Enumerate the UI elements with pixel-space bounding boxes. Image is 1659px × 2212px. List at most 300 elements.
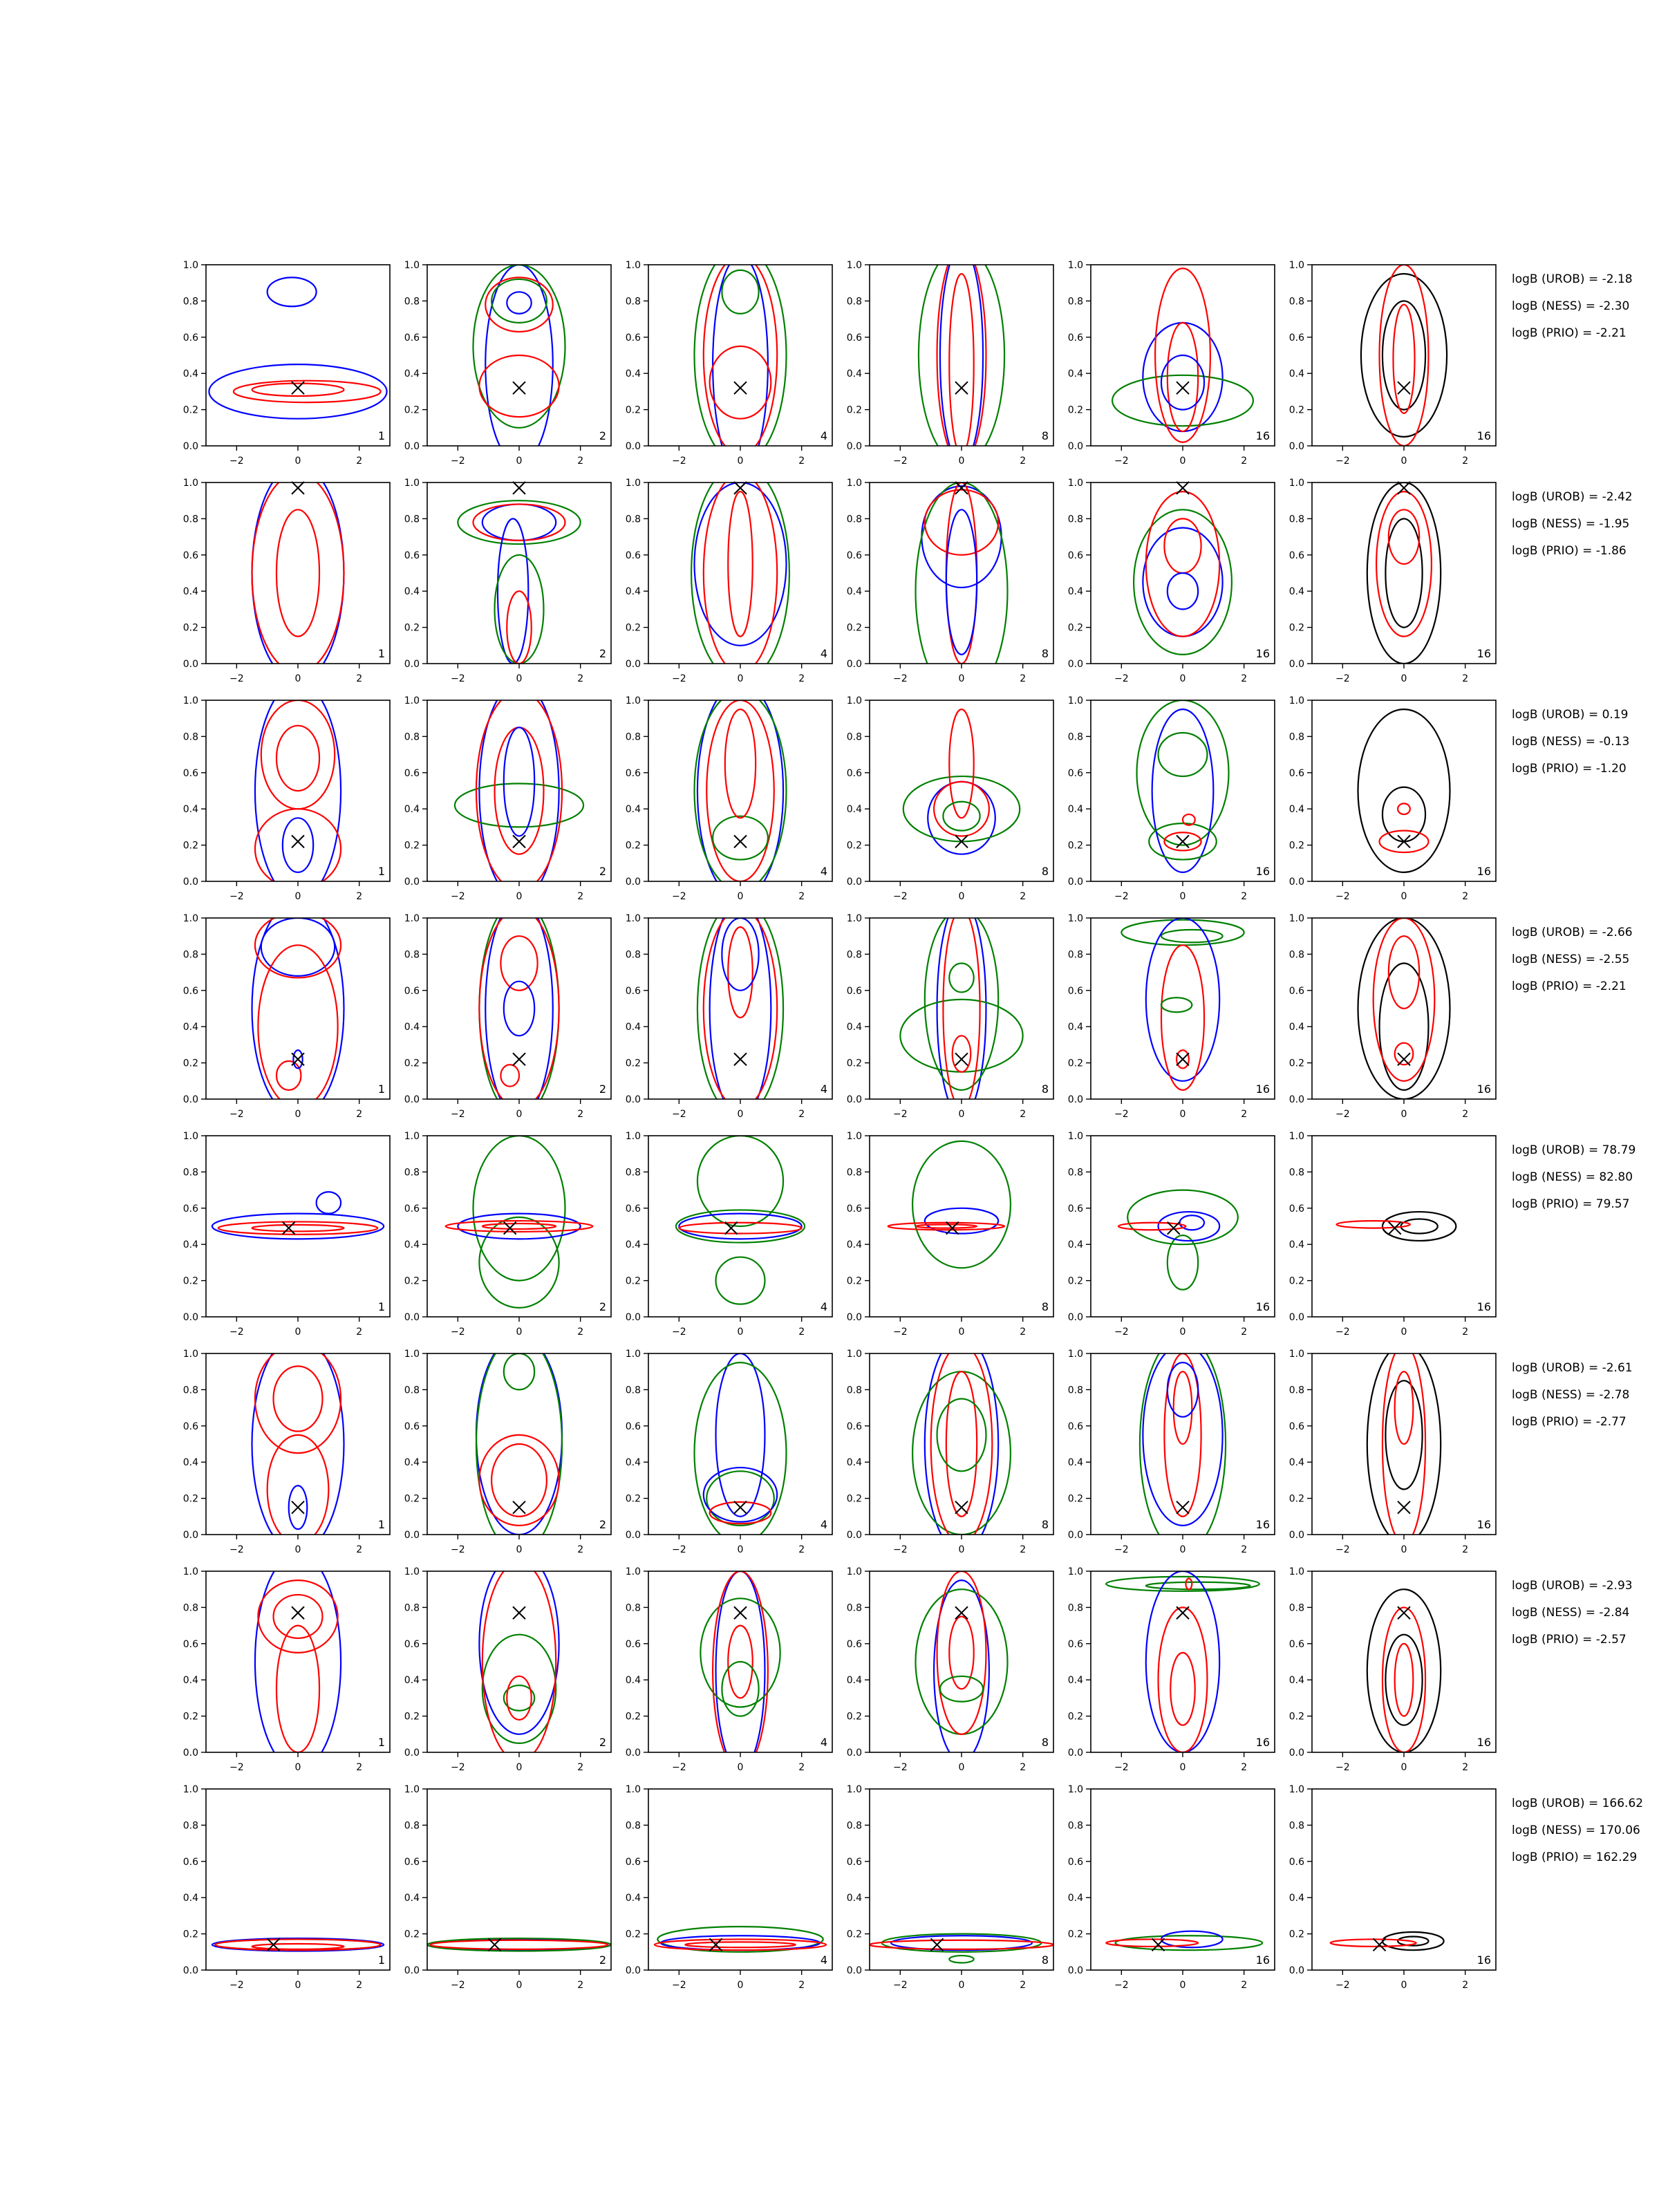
contour-prio (476, 691, 562, 890)
panel-frame (427, 482, 611, 664)
panel-contours (695, 682, 787, 899)
y-tick-label: 0.0 (1288, 877, 1304, 888)
contour-ness (722, 270, 758, 314)
contour-ness (713, 816, 768, 860)
y-tick-label: 1.0 (1288, 913, 1304, 924)
x-tick-label: 0 (516, 456, 523, 467)
panel-frame (648, 918, 832, 1099)
y-tick-label: 1.0 (625, 695, 641, 706)
y-tick-label: 1.0 (1067, 1131, 1083, 1142)
y-tick-label: 0.0 (1067, 1312, 1083, 1323)
x-tick-label: 2 (798, 1327, 805, 1338)
y-tick-label: 0.2 (625, 404, 641, 416)
x-tick-label: −2 (893, 891, 908, 902)
y-tick-label: 0.6 (1288, 1638, 1304, 1650)
panel-corner-label: 16 (1255, 647, 1270, 660)
y-tick-label: 0.0 (404, 877, 420, 888)
y-tick-label: 0.8 (1288, 1820, 1304, 1832)
panel-corner-label: 1 (377, 865, 385, 878)
panel-r3-c5 (1068, 695, 1275, 902)
y-tick-label: 0.8 (182, 731, 198, 743)
y-tick-label: 0.8 (1288, 296, 1304, 308)
contour-ness (482, 1635, 556, 1743)
panel-corner-label: 2 (599, 647, 606, 660)
y-tick-label: 0.2 (182, 404, 198, 416)
contour-prio (949, 1617, 973, 1689)
y-tick-label: 0.0 (1288, 1530, 1304, 1541)
contour-prio (1331, 1939, 1416, 1946)
x-tick-label: 0 (737, 456, 744, 467)
marker-x (513, 1501, 525, 1514)
x-tick-label: 0 (737, 673, 744, 684)
x-tick-label: 0 (1179, 673, 1186, 684)
y-tick-label: 0.2 (625, 1058, 641, 1069)
contour-urob (479, 1553, 559, 1734)
y-tick-label: 0.4 (182, 586, 198, 598)
x-tick-label: −2 (672, 673, 686, 684)
contour-prio (946, 1371, 977, 1517)
contour-urob (704, 1468, 777, 1522)
marker-x (1177, 382, 1189, 394)
x-tick-label: 0 (516, 1327, 523, 1338)
logb-annotation: logB (PRIO) = -2.77 (1512, 1415, 1627, 1429)
panel-corner-label: 16 (1477, 1082, 1491, 1096)
contour-prio (725, 709, 756, 818)
contour-urob (252, 465, 344, 682)
y-tick-label: 0.2 (182, 1711, 198, 1723)
contour-reference (1380, 964, 1429, 1090)
x-tick-label: 0 (294, 1544, 301, 1555)
y-tick-label: 0.4 (625, 368, 641, 380)
y-tick-label: 0.6 (1288, 1203, 1304, 1215)
y-tick-label: 0.8 (846, 1167, 862, 1179)
logb-annotation: logB (NESS) = -2.55 (1512, 953, 1630, 966)
y-tick-label: 0.0 (404, 1965, 420, 1976)
panel-corner-label: 4 (820, 1736, 827, 1749)
marker-x (955, 382, 968, 394)
x-tick-label: −2 (1114, 1327, 1129, 1338)
y-tick-label: 0.4 (846, 368, 862, 380)
x-tick-label: 0 (958, 456, 965, 467)
y-tick-label: 0.6 (1067, 1638, 1083, 1650)
y-tick-label: 0.8 (1067, 514, 1083, 525)
marker-x (513, 1053, 525, 1065)
y-tick-label: 0.4 (404, 1675, 420, 1687)
y-tick-label: 0.2 (846, 1275, 862, 1287)
x-tick-label: −2 (229, 1544, 244, 1555)
panel-r7-c1 (183, 1553, 390, 1773)
x-tick-label: 0 (516, 1544, 523, 1555)
y-tick-label: 0.0 (1288, 659, 1304, 670)
y-tick-label: 0.8 (404, 1385, 420, 1396)
y-tick-label: 0.4 (846, 1893, 862, 1904)
contour-prio (710, 1502, 771, 1524)
y-tick-label: 0.0 (625, 1747, 641, 1759)
y-tick-label: 0.4 (182, 368, 198, 380)
contour-ness (722, 1662, 758, 1716)
y-tick-label: 0.0 (182, 1747, 198, 1759)
y-tick-label: 1.0 (182, 478, 198, 489)
x-tick-label: −2 (451, 1327, 465, 1338)
x-tick-label: 2 (1020, 891, 1027, 902)
x-tick-label: 2 (1462, 1980, 1469, 1991)
contour-ness (479, 900, 559, 1117)
x-tick-label: 2 (577, 456, 584, 467)
y-tick-label: 0.0 (1067, 1094, 1083, 1105)
y-tick-label: 0.2 (1067, 1058, 1083, 1069)
y-tick-label: 1.0 (1067, 478, 1083, 489)
y-tick-label: 0.0 (846, 1530, 862, 1541)
contour-prio (1380, 265, 1429, 446)
contour-prio (274, 1366, 323, 1431)
y-tick-label: 0.4 (404, 1022, 420, 1033)
y-tick-label: 0.4 (404, 1457, 420, 1469)
x-tick-label: 2 (1020, 1544, 1027, 1555)
y-tick-label: 0.6 (846, 1638, 862, 1650)
y-tick-label: 0.2 (1067, 404, 1083, 416)
contour-prio (706, 700, 774, 881)
panel-corner-label: 16 (1477, 429, 1491, 442)
x-tick-label: −2 (451, 891, 465, 902)
contour-prio (482, 1224, 556, 1229)
y-tick-label: 0.4 (1288, 1022, 1304, 1033)
y-tick-label: 0.2 (1288, 1275, 1304, 1287)
y-tick-label: 0.4 (1067, 1893, 1083, 1904)
panel-corner-label: 2 (599, 1736, 606, 1749)
contour-ness (1159, 733, 1208, 776)
x-tick-label: −2 (229, 1327, 244, 1338)
y-tick-label: 1.0 (1288, 1131, 1304, 1142)
x-tick-label: −2 (672, 456, 686, 467)
x-tick-label: −2 (1335, 1109, 1350, 1120)
y-tick-label: 0.6 (1288, 985, 1304, 997)
x-tick-label: 0 (1400, 1762, 1407, 1773)
x-tick-label: 0 (958, 673, 965, 684)
panel-frame (206, 1571, 390, 1752)
panel-r5-c5 (1068, 1131, 1275, 1338)
x-tick-label: 0 (958, 1980, 965, 1991)
y-tick-label: 0.4 (625, 1022, 641, 1033)
panel-r4-c4 (847, 900, 1053, 1120)
y-tick-label: 0.4 (1288, 586, 1304, 598)
marker-x (1177, 1501, 1189, 1514)
contour-prio (268, 1435, 329, 1544)
y-tick-label: 1.0 (1067, 1784, 1083, 1795)
contour-prio (252, 474, 344, 673)
contour-ness (916, 1589, 1008, 1734)
contour-prio (258, 1580, 337, 1653)
panel-frame (1312, 700, 1496, 881)
contour-urob (925, 1335, 998, 1553)
panel-r2-c4 (847, 478, 1053, 700)
x-tick-label: 2 (1462, 891, 1469, 902)
contour-prio (1174, 1371, 1192, 1444)
y-tick-label: 0.4 (1288, 804, 1304, 816)
contour-urob (283, 818, 313, 872)
y-tick-label: 0.2 (625, 840, 641, 852)
y-tick-label: 1.0 (1288, 478, 1304, 489)
y-tick-label: 0.8 (846, 731, 862, 743)
x-tick-label: −2 (672, 891, 686, 902)
contour-ness (1161, 997, 1192, 1012)
panel-r7-c5 (1068, 1566, 1275, 1773)
marker-x (513, 382, 525, 394)
panel-contours (1137, 700, 1229, 872)
panel-corner-label: 16 (1477, 1300, 1491, 1313)
x-tick-label: 0 (516, 1762, 523, 1773)
logb-annotation: logB (NESS) = -2.30 (1512, 299, 1630, 313)
y-tick-label: 0.6 (404, 985, 420, 997)
contour-prio (252, 1944, 344, 1949)
x-tick-label: −2 (451, 1109, 465, 1120)
y-tick-label: 0.2 (1288, 1711, 1304, 1723)
y-tick-label: 0.6 (1067, 985, 1083, 997)
panel-r2-c2 (404, 478, 611, 684)
panel-contours (1140, 1335, 1226, 1553)
y-tick-label: 0.8 (182, 1820, 198, 1832)
y-tick-label: 0.8 (404, 514, 420, 525)
contour-prio (1168, 323, 1198, 431)
contour-prio (1374, 918, 1435, 1081)
y-tick-label: 0.6 (1067, 332, 1083, 344)
panel-corner-label: 8 (1041, 1518, 1049, 1531)
logb-annotation: logB (PRIO) = 79.57 (1512, 1197, 1630, 1211)
x-tick-label: −2 (229, 1109, 244, 1120)
panel-corner-label: 16 (1477, 865, 1491, 878)
x-tick-label: 2 (1462, 673, 1469, 684)
contour-ness (706, 1471, 774, 1526)
y-tick-label: 0.4 (625, 1675, 641, 1687)
y-tick-label: 0.8 (182, 1385, 198, 1396)
y-tick-label: 0.6 (846, 1856, 862, 1868)
panel-r1-c6 (1289, 260, 1496, 467)
y-tick-label: 1.0 (1288, 1566, 1304, 1577)
y-tick-label: 0.2 (625, 1929, 641, 1940)
panel-corner-label: 2 (599, 1082, 606, 1096)
marker-x (734, 1053, 747, 1065)
x-tick-label: 0 (1400, 673, 1407, 684)
contour-prio (485, 277, 553, 332)
panel-contours (212, 1192, 384, 1239)
panel-contours (700, 1571, 780, 1770)
y-tick-label: 0.0 (1288, 1747, 1304, 1759)
y-tick-label: 0.2 (404, 1929, 420, 1940)
y-tick-label: 0.6 (846, 332, 862, 344)
logb-annotation: logB (PRIO) = -2.57 (1512, 1633, 1627, 1647)
y-tick-label: 0.8 (625, 731, 641, 743)
x-tick-label: −2 (1114, 1762, 1129, 1773)
contour-prio (931, 1344, 993, 1544)
x-tick-label: 2 (1241, 1327, 1248, 1338)
logb-annotation: logB (PRIO) = -2.21 (1512, 326, 1627, 340)
y-tick-label: 0.4 (1067, 368, 1083, 380)
panel-r3-c6 (1289, 695, 1496, 902)
y-tick-label: 0.6 (625, 550, 641, 561)
x-tick-label: −2 (672, 1109, 686, 1120)
panel-r3-c4 (847, 695, 1053, 902)
contour-urob (504, 982, 534, 1036)
panel-contours (252, 900, 344, 1117)
x-tick-label: 2 (356, 891, 363, 902)
panel-contours (903, 709, 1020, 854)
x-tick-label: 2 (1462, 456, 1469, 467)
marker-x (734, 835, 747, 847)
y-tick-label: 0.4 (404, 1893, 420, 1904)
logb-annotation: logB (PRIO) = -1.20 (1512, 762, 1627, 776)
x-tick-label: −2 (1114, 456, 1129, 467)
contour-ness (903, 776, 1020, 841)
contour-urob (485, 900, 553, 1117)
panel-r8-c6 (1289, 1784, 1496, 1991)
panel-frame (427, 1136, 611, 1317)
panel-r2-c6 (1289, 478, 1496, 684)
panel-contours (1106, 1931, 1262, 1951)
panel-contours (655, 1927, 826, 1952)
y-tick-label: 0.8 (625, 1167, 641, 1179)
x-tick-label: −2 (229, 891, 244, 902)
y-tick-label: 0.8 (1288, 949, 1304, 961)
x-tick-label: 0 (294, 891, 301, 902)
y-tick-label: 1.0 (404, 1349, 420, 1360)
x-tick-label: 2 (798, 1980, 805, 1991)
panel-frame (1312, 1789, 1496, 1970)
y-tick-label: 0.6 (625, 985, 641, 997)
y-tick-label: 0.0 (182, 1965, 198, 1976)
contour-prio (482, 1562, 556, 1761)
y-tick-label: 0.8 (1067, 1820, 1083, 1832)
y-tick-label: 0.6 (846, 985, 862, 997)
contour-urob (268, 277, 317, 306)
y-tick-label: 1.0 (625, 1784, 641, 1795)
x-tick-label: −2 (451, 1980, 465, 1991)
panel-frame (427, 1571, 611, 1752)
contour-ness (937, 1398, 986, 1471)
y-tick-label: 0.0 (846, 1965, 862, 1976)
x-tick-label: 2 (356, 456, 363, 467)
y-tick-label: 0.6 (182, 1638, 198, 1650)
x-tick-label: −2 (672, 1980, 686, 1991)
panel-contours (695, 247, 787, 473)
y-tick-label: 0.4 (182, 1457, 198, 1469)
y-tick-label: 0.6 (404, 332, 420, 344)
x-tick-label: 0 (1400, 1544, 1407, 1555)
y-tick-label: 0.6 (404, 1856, 420, 1868)
y-tick-label: 0.6 (625, 332, 641, 344)
contour-urob (507, 292, 531, 313)
panel-r1-c4 (847, 247, 1053, 467)
y-tick-label: 1.0 (182, 260, 198, 271)
contour-ness (943, 802, 980, 831)
y-tick-label: 1.0 (182, 1349, 198, 1360)
contour-prio (685, 1942, 796, 1947)
panel-contours (691, 465, 789, 682)
panel-corner-label: 4 (820, 1300, 827, 1313)
y-tick-label: 0.8 (1288, 514, 1304, 525)
panel-contours (1367, 1344, 1441, 1544)
panel-corner-label: 8 (1041, 1300, 1049, 1313)
panel-r8-c3 (626, 1784, 832, 1991)
y-tick-label: 0.2 (846, 840, 862, 852)
y-tick-label: 1.0 (846, 1349, 862, 1360)
y-tick-label: 0.2 (1067, 1275, 1083, 1287)
x-tick-label: 2 (356, 1762, 363, 1773)
contour-prio (704, 909, 777, 1108)
panel-r8-c4 (847, 1784, 1053, 1991)
logb-annotation: logB (PRIO) = -2.21 (1512, 980, 1627, 993)
contour-urob (504, 727, 534, 836)
panel-contours (1118, 1190, 1238, 1290)
x-tick-label: −2 (229, 1980, 244, 1991)
panel-contours (697, 900, 783, 1117)
logb-annotation: logB (UROB) = -2.93 (1512, 1579, 1633, 1593)
x-tick-label: −2 (1335, 1762, 1350, 1773)
panel-frame (870, 265, 1053, 446)
marker-x (292, 1501, 304, 1514)
contour-ness (716, 1257, 765, 1304)
panel-frame (206, 1136, 390, 1317)
panel-corner-label: 1 (377, 1953, 385, 1967)
y-tick-label: 1.0 (846, 260, 862, 271)
contour-ness (912, 1141, 1011, 1268)
panel-r7-c2 (404, 1553, 611, 1773)
marker-x (292, 835, 304, 847)
y-tick-label: 0.0 (1067, 1747, 1083, 1759)
contour-ness (949, 1956, 973, 1962)
marker-x (1398, 1606, 1410, 1619)
panel-corner-label: 4 (820, 1082, 827, 1096)
y-tick-label: 0.4 (182, 804, 198, 816)
contour-prio (713, 1571, 768, 1770)
y-tick-label: 0.0 (625, 659, 641, 670)
x-tick-label: 2 (577, 1980, 584, 1991)
x-tick-label: 2 (1241, 673, 1248, 684)
contour-prio (1395, 1043, 1414, 1065)
contour-urob (716, 1353, 765, 1517)
y-tick-label: 0.2 (846, 1711, 862, 1723)
panel-contours (209, 277, 386, 418)
panel-corner-label: 16 (1477, 1736, 1491, 1749)
panel-corner-label: 16 (1255, 429, 1270, 442)
x-tick-label: 2 (1241, 1980, 1248, 1991)
panel-r6-c1 (183, 1335, 390, 1555)
panel-corner-label: 1 (377, 647, 385, 660)
contour-prio (1398, 803, 1410, 814)
panel-corner-label: 2 (599, 1300, 606, 1313)
panel-r3-c2 (404, 682, 611, 902)
y-tick-label: 0.8 (1288, 1385, 1304, 1396)
contour-prio (937, 1571, 986, 1734)
y-tick-label: 0.6 (404, 1638, 420, 1650)
contour-prio (1382, 1607, 1425, 1752)
panel-corner-label: 4 (820, 1953, 827, 1967)
panel-contours (212, 1938, 384, 1951)
logb-annotation: logB (NESS) = 170.06 (1512, 1824, 1640, 1837)
x-tick-label: 2 (1462, 1327, 1469, 1338)
y-tick-label: 0.6 (404, 767, 420, 779)
panel-contours (252, 465, 344, 682)
contour-urob (722, 918, 758, 991)
panel-corner-label: 16 (1255, 1082, 1270, 1096)
y-tick-label: 0.6 (846, 767, 862, 779)
x-tick-label: 0 (1400, 1980, 1407, 1991)
y-tick-label: 0.6 (182, 1421, 198, 1432)
x-tick-label: −2 (893, 1762, 908, 1773)
x-tick-label: −2 (451, 673, 465, 684)
contour-prio (218, 1221, 378, 1234)
y-tick-label: 0.2 (1288, 1929, 1304, 1940)
panel-r6-c5 (1068, 1335, 1275, 1555)
panel-corner-label: 8 (1041, 1736, 1049, 1749)
